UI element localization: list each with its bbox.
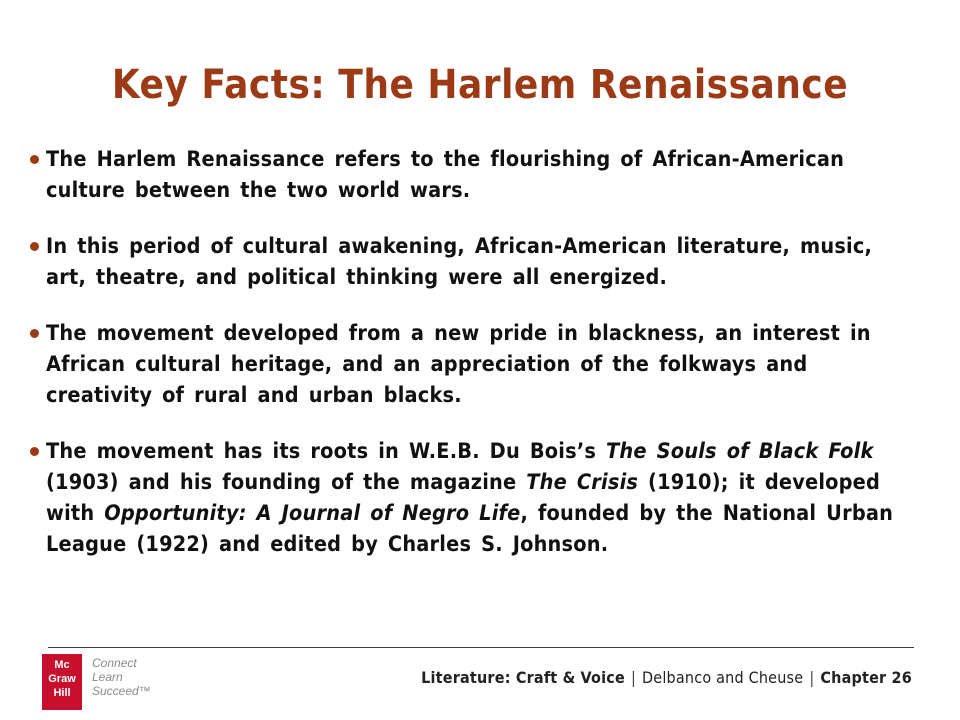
- bullet-text-part: , founded by the National Urban League (1922) and edited by Charles S. Johnson.: [46, 501, 894, 557]
- bullet-item: [30, 144, 920, 206]
- bullet-text: The Harlem Renaissance refers to the flourishing of African-American culture between the two world wars.: [46, 147, 845, 203]
- footer-divider: [48, 647, 914, 648]
- logo-line: Hill: [53, 687, 71, 699]
- bullet-text-part: (1903) and his founding of the magazine: [46, 470, 527, 495]
- bullet-item: [30, 318, 920, 411]
- magazine-title-crisis: The Crisis: [526, 470, 639, 495]
- bullet-text-part: The movement has its roots in W.E.B. Du Bois’s: [46, 439, 607, 464]
- tagline-line: Succeed™: [92, 684, 151, 698]
- bullet-list: [30, 144, 920, 585]
- footer-credits: [421, 668, 912, 687]
- footer-separator: |: [630, 668, 636, 687]
- bullet-text: [46, 436, 920, 560]
- book-title-souls: The Souls of Black Folk: [606, 439, 874, 464]
- footer-separator: |: [809, 668, 815, 687]
- bullet-text: In this period of cultural awakening, African-American literature, music, art, theatre, and political thinking were all energized.: [46, 234, 873, 290]
- footer-book-title: Literature: Craft & Voice: [421, 668, 625, 687]
- bullet-dot-icon: [30, 242, 39, 251]
- bullet-item: [30, 231, 920, 293]
- bullet-text: The movement developed from a new pride in blackness, an interest in African cultural heritage, and an appreciation of the folkways and creativity of rural and urban blacks.: [46, 321, 871, 408]
- bullet-text-part: (1910); it developed with: [46, 470, 881, 526]
- logo-line: Mc: [54, 659, 70, 671]
- slide-title: Key Facts: The Harlem Renaissance: [111, 62, 849, 108]
- bullet-dot-icon: [30, 329, 39, 338]
- mcgraw-hill-logo: [42, 654, 82, 710]
- logo-tagline: [92, 656, 151, 698]
- logo-line: Graw: [48, 673, 76, 685]
- footer-chapter: Chapter 26: [820, 668, 912, 687]
- bullet-dot-icon: [30, 155, 39, 164]
- tagline-line: Learn: [92, 670, 123, 684]
- bullet-dot-icon: [30, 447, 39, 456]
- footer-authors: Delbanco and Cheuse: [642, 668, 804, 687]
- bullet-item: [30, 436, 920, 560]
- logo-wordmark: [42, 658, 82, 700]
- journal-title-opportunity: Opportunity: A Journal of Negro Life: [104, 501, 521, 526]
- tagline-line: Connect: [92, 656, 137, 670]
